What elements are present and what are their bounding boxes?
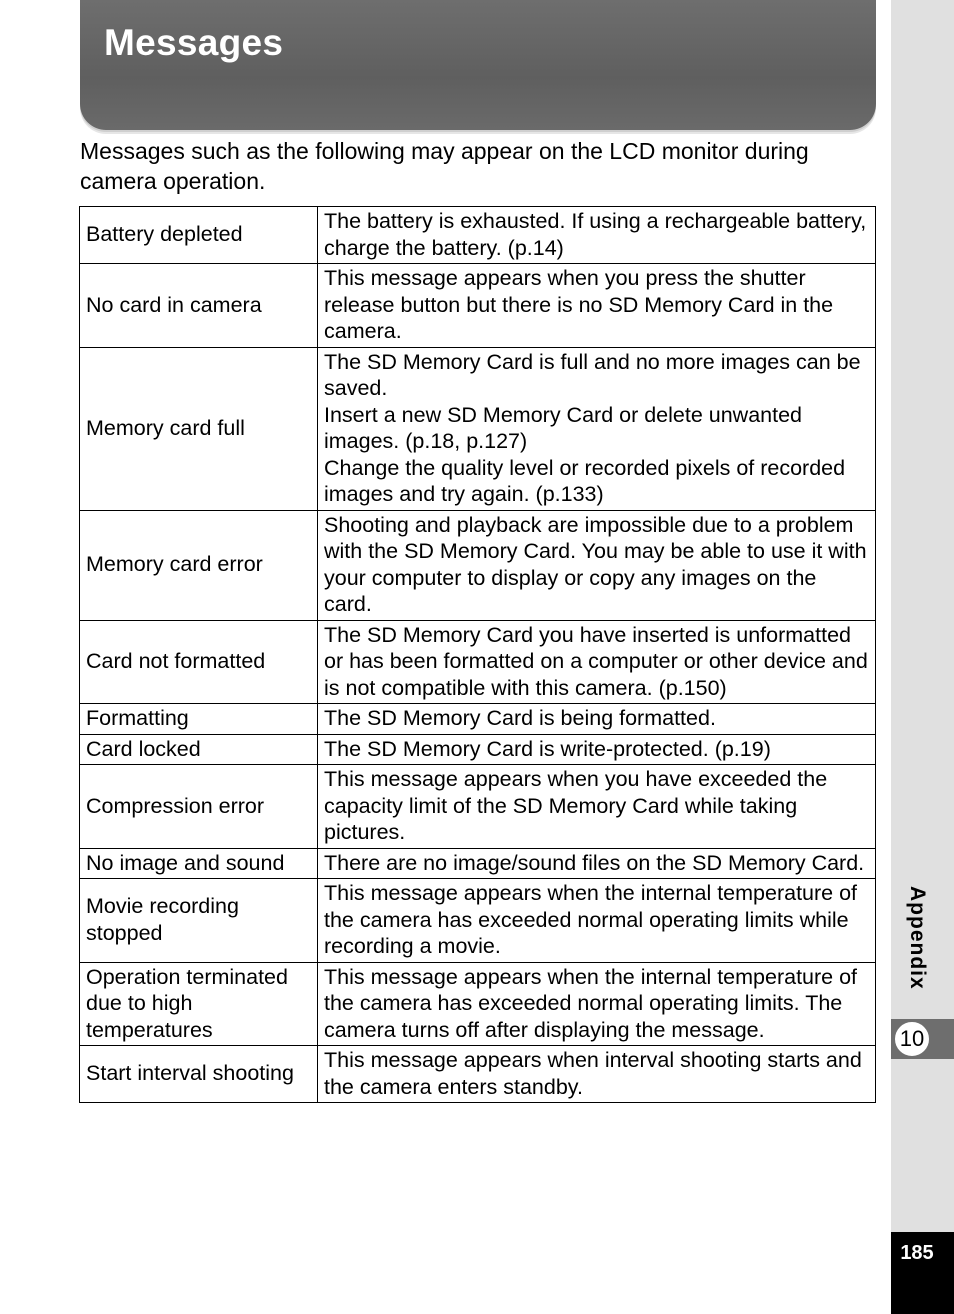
title-banner [80, 0, 876, 130]
message-name-text: No card in camera [86, 292, 262, 317]
chapter-number: 10 [893, 1020, 931, 1058]
message-description-line: This message appears when you have exceeded the capacity limit of the SD Memory Card while taking pictures. [324, 767, 828, 844]
table-row [80, 765, 876, 849]
message-description-line: The SD Memory Card is full and no more images can be saved. [324, 349, 861, 400]
table-row [80, 704, 876, 735]
message-name-text: Start interval shooting [86, 1061, 294, 1086]
section-label: Appendix [906, 886, 929, 990]
message-description-line: This message appears when the internal temperature of the camera has exceeded normal operating limits. The camera turns off after displaying the message. [324, 964, 858, 1042]
message-name-text: Formatting [86, 706, 189, 730]
message-description [318, 347, 876, 510]
message-name-text: Movie recording stopped [86, 894, 239, 945]
message-name [80, 704, 318, 735]
message-name-text: Memory card error [86, 552, 263, 577]
table-row [80, 510, 876, 620]
message-name-text: Operation terminated due to high temperatures [86, 964, 288, 1042]
side-tab [891, 0, 954, 1314]
message-name [80, 264, 318, 348]
message-name [80, 347, 318, 510]
message-description [318, 734, 876, 765]
message-description-line: This message appears when the internal temperature of the camera has exceeded normal operating limits while recording a movie. [324, 881, 858, 958]
messages-table-body [80, 207, 876, 1103]
message-name [80, 962, 318, 1046]
message-name-text: Memory card full [86, 415, 245, 440]
message-description-line: There are no image/sound files on the SD Memory Card. [324, 850, 865, 875]
message-name [80, 510, 318, 620]
message-description [318, 510, 876, 620]
message-description [318, 962, 876, 1046]
message-description [318, 1046, 876, 1103]
message-name [80, 848, 318, 879]
message-description [318, 765, 876, 849]
message-name-text: Card locked [86, 736, 201, 761]
table-row [80, 207, 876, 264]
message-description-line: The SD Memory Card you have inserted is unformatted or has been formatted on a computer or other device and is not compatible with this camera. (p.150) [324, 622, 868, 700]
message-description-line: Insert a new SD Memory Card or delete unwanted images. (p.18, p.127) [324, 402, 803, 453]
message-name [80, 879, 318, 963]
message-description [318, 207, 876, 264]
table-row [80, 879, 876, 963]
message-description-line: Change the quality level or recorded pixels of recorded images and try again. (p.133) [324, 455, 846, 506]
message-name [80, 620, 318, 704]
message-description [318, 848, 876, 879]
message-name-text: No image and sound [86, 850, 285, 875]
intro-text: Messages such as the following may appear on the LCD monitor during camera operation. [80, 138, 809, 194]
messages-table [79, 206, 876, 1103]
message-description-line: The SD Memory Card is write-protected. (p.19) [324, 736, 771, 761]
message-description-line: The battery is exhausted. If using a rechargeable battery, charge the battery. (p.14) [324, 209, 867, 260]
message-description-line: The SD Memory Card is being formatted. [324, 706, 716, 730]
message-name-text: Battery depleted [86, 222, 243, 247]
message-name [80, 207, 318, 264]
message-description [318, 620, 876, 704]
message-description-line: This message appears when you press the shutter release button but there is no SD Memory Card in the camera. [324, 266, 834, 343]
message-description [318, 879, 876, 963]
table-row [80, 620, 876, 704]
table-row [80, 1046, 876, 1103]
message-name-text: Card not formatted [86, 649, 266, 673]
message-description [318, 704, 876, 735]
message-name [80, 1046, 318, 1103]
table-row [80, 848, 876, 879]
message-description-line: Shooting and playback are impossible due to a problem with the SD Memory Card. You may be able to use it with your computer to display or copy any images on the card. [324, 512, 867, 616]
page-number: 185 [900, 1242, 934, 1264]
table-row [80, 347, 876, 510]
message-name [80, 765, 318, 849]
message-description [318, 264, 876, 348]
message-description-line: This message appears when interval shooting starts and the camera enters standby. [324, 1048, 862, 1099]
table-row [80, 264, 876, 348]
page-title: Messages [104, 22, 284, 63]
message-name-text: Compression error [86, 793, 265, 818]
table-row [80, 734, 876, 765]
table-row [80, 962, 876, 1046]
message-name [80, 734, 318, 765]
